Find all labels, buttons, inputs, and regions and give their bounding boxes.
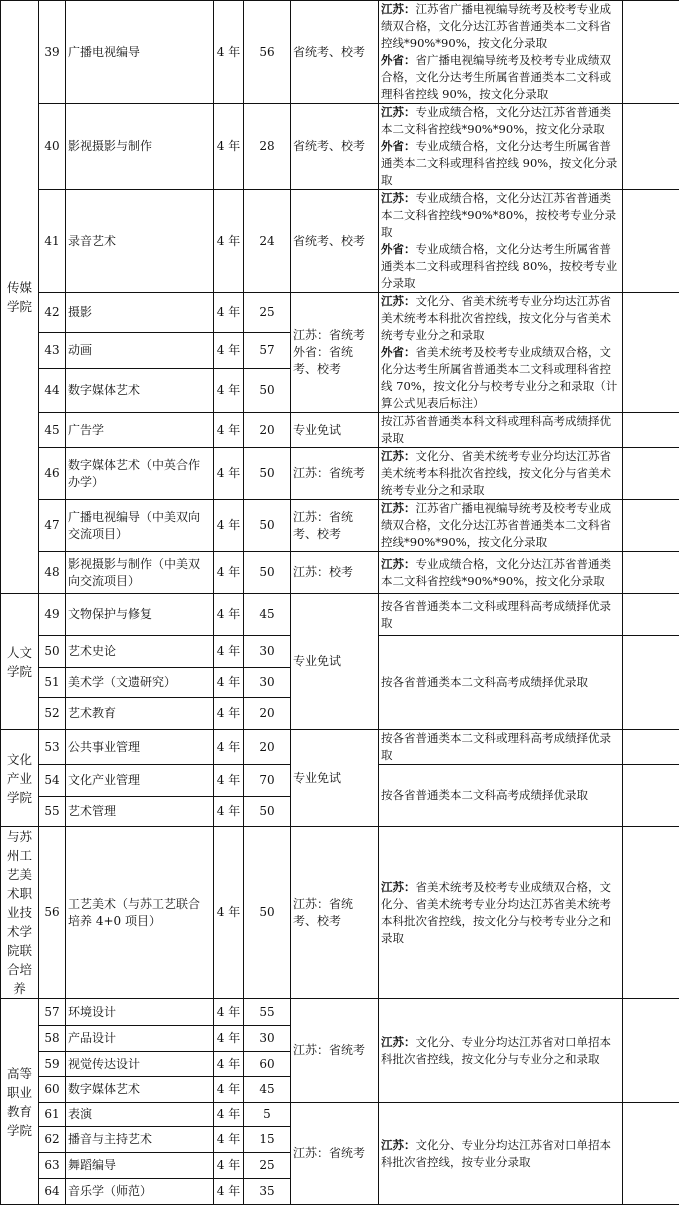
exam-type: 江苏：省统考、校考: [291, 500, 379, 552]
rule-text: 省美术统考及校考专业成绩双合格，文化分达考生所属省普通类本二文科或理科省控线 70%，按文化分与校考专业分之和录取（计算公式见表后标注）: [381, 345, 617, 410]
major-name: 广播电视编导: [66, 1, 214, 104]
major-number: 46: [39, 448, 66, 500]
table-row: [1, 827, 679, 999]
enrollment-count: 56: [244, 1, 291, 104]
major-name: 数字媒体艺术: [66, 368, 214, 412]
major-number: 39: [39, 1, 66, 104]
major-name: 艺术史论: [66, 636, 214, 668]
exam-type: 江苏：省统考: [291, 1103, 379, 1205]
major-number: 57: [39, 999, 66, 1026]
major-name: 数字媒体艺术（中英合作办学）: [66, 448, 214, 500]
rule-paragraph: [381, 556, 620, 590]
remarks-cell: [623, 827, 679, 999]
major-number: 63: [39, 1153, 66, 1179]
exam-type: 江苏：省统考: [291, 448, 379, 500]
admission-rule: [379, 190, 623, 293]
enrollment-count: 15: [244, 1127, 291, 1153]
major-number: 47: [39, 500, 66, 552]
major-number: 43: [39, 333, 66, 369]
major-number: 59: [39, 1052, 66, 1077]
duration: 4 年: [214, 730, 244, 765]
admission-rule: [379, 730, 623, 765]
major-name: 广播电视编导（中美双向交流项目）: [66, 500, 214, 552]
duration: 4 年: [214, 413, 244, 448]
table-row: [1, 730, 679, 765]
exam-type: 江苏：省统考 外省：省统考、校考: [291, 293, 379, 413]
exam-type: 江苏：校考: [291, 552, 379, 594]
major-name: 环境设计: [66, 999, 214, 1026]
major-name: 数字媒体艺术: [66, 1077, 214, 1103]
rule-paragraph: [381, 1034, 620, 1068]
rule-text: 按各省普通类本二文科高考成绩择优录取: [381, 788, 588, 802]
major-name: 录音艺术: [66, 190, 214, 293]
region-label: 外省：: [381, 139, 416, 153]
major-name: 音乐学（师范）: [66, 1179, 214, 1205]
region-label: 外省：: [381, 242, 416, 256]
table-row: [1, 999, 679, 1026]
major-number: 52: [39, 698, 66, 730]
rule-text: 专业成绩合格，文化分达江苏省普通类本二文科省控线*90%*80%，按校考专业分录取: [381, 191, 616, 239]
major-number: 42: [39, 293, 66, 333]
duration: 4 年: [214, 333, 244, 369]
admission-rule: [379, 500, 623, 552]
rule-paragraph: [381, 598, 620, 632]
major-name: 文物保护与修复: [66, 594, 214, 636]
duration: 4 年: [214, 765, 244, 797]
enrollment-count: 25: [244, 1153, 291, 1179]
major-number: 48: [39, 552, 66, 594]
major-name: 艺术管理: [66, 797, 214, 827]
exam-type: 专业免试: [291, 594, 379, 730]
table-row: [1, 190, 679, 293]
major-number: 55: [39, 797, 66, 827]
table-row: [1, 500, 679, 552]
rule-text: 文化分、专业分均达江苏省对口单招本科批次省控线，按专业分录取: [381, 1138, 611, 1169]
rule-paragraph: [381, 52, 620, 103]
major-number: 49: [39, 594, 66, 636]
duration: 4 年: [214, 1077, 244, 1103]
college-name: 传媒学院: [1, 1, 39, 594]
remarks-cell: [623, 293, 679, 413]
college-name: 高等职业教育学院: [1, 999, 39, 1205]
admission-rule: [379, 999, 623, 1103]
enrollment-count: 20: [244, 730, 291, 765]
admission-rule: [379, 765, 623, 827]
major-name: 影视摄影与制作: [66, 104, 214, 190]
duration: 4 年: [214, 500, 244, 552]
enrollment-count: 30: [244, 668, 291, 698]
region-label: 江苏：: [381, 557, 416, 571]
exam-type: 江苏：省统考、校考: [291, 827, 379, 999]
duration: 4 年: [214, 636, 244, 668]
admission-rule: [379, 448, 623, 500]
duration: 4 年: [214, 1052, 244, 1077]
enrollment-count: 50: [244, 500, 291, 552]
major-name: 广告学: [66, 413, 214, 448]
table-row: [1, 104, 679, 190]
rule-paragraph: [381, 413, 620, 447]
duration: 4 年: [214, 448, 244, 500]
major-name: 动画: [66, 333, 214, 369]
admission-rule: [379, 636, 623, 730]
rule-text: 专业成绩合格，文化分达江苏省普通类本二文科省控线*90%*90%，按文化分录取: [381, 105, 611, 136]
enrollment-count: 25: [244, 293, 291, 333]
enrollment-count: 50: [244, 552, 291, 594]
region-label: 江苏：: [381, 191, 416, 205]
major-name: 艺术教育: [66, 698, 214, 730]
remarks-cell: [623, 413, 679, 448]
table-row: [1, 413, 679, 448]
duration: 4 年: [214, 827, 244, 999]
enrollment-count: 30: [244, 636, 291, 668]
remarks-cell: [623, 1, 679, 104]
duration: 4 年: [214, 1103, 244, 1127]
rule-text: 省美术统考及校考专业成绩双合格，文化分、省美术统考专业分均达江苏省美术统考本科批次省控线，按文化分与校考专业分之和录取: [381, 880, 611, 945]
major-number: 53: [39, 730, 66, 765]
remarks-cell: [623, 730, 679, 765]
duration: 4 年: [214, 1127, 244, 1153]
region-label: 江苏：: [381, 880, 416, 894]
major-number: 45: [39, 413, 66, 448]
duration: 4 年: [214, 594, 244, 636]
rule-paragraph: [381, 500, 620, 551]
remarks-cell: [623, 190, 679, 293]
rule-text: 文化分、省美术统考专业分均达江苏省美术统考本科批次省控线，按文化分与省美术统考专业分之和录取: [381, 294, 611, 342]
duration: 4 年: [214, 698, 244, 730]
major-number: 41: [39, 190, 66, 293]
exam-type: 专业免试: [291, 730, 379, 827]
region-label: 江苏：: [381, 449, 416, 463]
remarks-cell: [623, 636, 679, 730]
duration: 4 年: [214, 104, 244, 190]
major-name: 播音与主持艺术: [66, 1127, 214, 1153]
duration: 4 年: [214, 1179, 244, 1205]
enrollment-count: 50: [244, 368, 291, 412]
duration: 4 年: [214, 368, 244, 412]
enrollment-count: 45: [244, 594, 291, 636]
enrollment-count: 57: [244, 333, 291, 369]
rule-paragraph: [381, 1137, 620, 1171]
duration: 4 年: [214, 797, 244, 827]
remarks-cell: [623, 104, 679, 190]
rule-paragraph: [381, 344, 620, 412]
enrollment-count: 45: [244, 1077, 291, 1103]
admission-rule: [379, 594, 623, 636]
major-number: 62: [39, 1127, 66, 1153]
exam-type: 省统考、校考: [291, 104, 379, 190]
rule-text: 文化分、省美术统考专业分均达江苏省美术统考本科批次省控线，按文化分与省美术统考专业分之和录取: [381, 449, 611, 497]
duration: 4 年: [214, 668, 244, 698]
duration: 4 年: [214, 190, 244, 293]
rule-text: 专业成绩合格，文化分达江苏省普通类本二文科省控线*90%*90%，按文化分录取: [381, 557, 611, 588]
rule-paragraph: [381, 674, 620, 691]
rule-paragraph: [381, 104, 620, 138]
table-row: [1, 1103, 679, 1127]
rule-text: 专业成绩合格，文化分达考生所属省普通类本二文科或理科省控线 90%，按文化分录取: [381, 139, 617, 187]
rule-paragraph: [381, 138, 620, 189]
remarks-cell: [623, 1103, 679, 1205]
rule-text: 江苏省广播电视编导统考及校考专业成绩双合格，文化分达江苏省普通类本二文科省控线*90%*90%，按文化分录取: [381, 2, 611, 50]
college-name: 人文学院: [1, 594, 39, 730]
region-label: 江苏：: [381, 294, 416, 308]
major-number: 60: [39, 1077, 66, 1103]
major-number: 56: [39, 827, 66, 999]
enrollment-count: 20: [244, 413, 291, 448]
remarks-cell: [623, 999, 679, 1103]
table-row: [1, 1, 679, 104]
region-label: 江苏：: [381, 2, 416, 16]
table-row: [1, 552, 679, 594]
rule-paragraph: [381, 1, 620, 52]
major-name: 文化产业管理: [66, 765, 214, 797]
remarks-cell: [623, 765, 679, 827]
major-number: 61: [39, 1103, 66, 1127]
major-number: 50: [39, 636, 66, 668]
major-name: 产品设计: [66, 1026, 214, 1052]
admission-rule: [379, 827, 623, 999]
college-name: 与苏州工艺美术职业技术学院联合培养: [1, 827, 39, 999]
rule-text: 按各省普通类本二文科或理科高考成绩择优录取: [381, 731, 611, 762]
rule-paragraph: [381, 241, 620, 292]
region-label: 江苏：: [381, 501, 416, 515]
enrollment-count: 50: [244, 797, 291, 827]
duration: 4 年: [214, 552, 244, 594]
rule-paragraph: [381, 787, 620, 804]
major-name: 公共事业管理: [66, 730, 214, 765]
rule-text: 江苏省广播电视编导统考及校考专业成绩双合格，文化分达江苏省普通类本二文科省控线*90%*90%，按文化分录取: [381, 501, 611, 549]
rule-text: 省广播电视编导统考及校考专业成绩双合格，文化分达考生所属省普通类本二文科或理科省控线 90%，按文化分录取: [381, 53, 611, 101]
duration: 4 年: [214, 1, 244, 104]
admission-rule: [379, 293, 623, 413]
table-row: [1, 448, 679, 500]
rule-text: 按各省普通类本二文科高考成绩择优录取: [381, 675, 588, 689]
major-number: 64: [39, 1179, 66, 1205]
remarks-cell: [623, 500, 679, 552]
rule-text: 按江苏省普通类本科文科或理科高考成绩择优录取: [381, 414, 611, 445]
exam-type: 专业免试: [291, 413, 379, 448]
major-name: 美术学（文遗研究）: [66, 668, 214, 698]
rule-paragraph: [381, 293, 620, 344]
remarks-cell: [623, 594, 679, 636]
rule-text: 专业成绩合格，文化分达考生所属省普通类本二文科或理科省控线 80%，按校考专业分录取: [381, 242, 617, 290]
region-label: 外省：: [381, 53, 416, 67]
enrollment-count: 50: [244, 827, 291, 999]
region-label: 江苏：: [381, 1035, 416, 1049]
enrollment-count: 55: [244, 999, 291, 1026]
major-name: 工艺美术（与苏工艺联合培养 4+0 项目）: [66, 827, 214, 999]
region-label: 外省：: [381, 345, 416, 359]
major-number: 44: [39, 368, 66, 412]
enrollment-count: 20: [244, 698, 291, 730]
remarks-cell: [623, 448, 679, 500]
college-name: 文化产业学院: [1, 730, 39, 827]
major-name: 舞蹈编导: [66, 1153, 214, 1179]
admission-rule: [379, 104, 623, 190]
major-name: 视觉传达设计: [66, 1052, 214, 1077]
rule-paragraph: [381, 448, 620, 499]
duration: 4 年: [214, 999, 244, 1026]
rule-paragraph: [381, 190, 620, 241]
region-label: 江苏：: [381, 105, 416, 119]
enrollment-count: 24: [244, 190, 291, 293]
major-number: 51: [39, 668, 66, 698]
rule-paragraph: [381, 730, 620, 764]
rule-text: 按各省普通类本二文科或理科高考成绩择优录取: [381, 599, 611, 630]
major-number: 58: [39, 1026, 66, 1052]
major-name: 摄影: [66, 293, 214, 333]
admission-rule: [379, 1, 623, 104]
admission-rule: [379, 552, 623, 594]
remarks-cell: [623, 552, 679, 594]
major-name: 表演: [66, 1103, 214, 1127]
duration: 4 年: [214, 293, 244, 333]
rule-text: 文化分、专业分均达江苏省对口单招本科批次省控线，按文化分与专业分之和录取: [381, 1035, 611, 1066]
enrollment-count: 28: [244, 104, 291, 190]
enrollment-count: 70: [244, 765, 291, 797]
exam-type: 省统考、校考: [291, 1, 379, 104]
admission-rule: [379, 413, 623, 448]
table-row: [1, 594, 679, 636]
enrollment-count: 5: [244, 1103, 291, 1127]
region-label: 江苏：: [381, 1138, 416, 1152]
table-row: [1, 293, 679, 333]
major-name: 影视摄影与制作（中美双向交流项目）: [66, 552, 214, 594]
major-number: 54: [39, 765, 66, 797]
enrollment-count: 60: [244, 1052, 291, 1077]
admission-rule: [379, 1103, 623, 1205]
exam-type: 江苏：省统考: [291, 999, 379, 1103]
major-number: 40: [39, 104, 66, 190]
enrollment-count: 35: [244, 1179, 291, 1205]
enrollment-count: 30: [244, 1026, 291, 1052]
duration: 4 年: [214, 1153, 244, 1179]
exam-type: 省统考、校考: [291, 190, 379, 293]
enrollment-count: 50: [244, 448, 291, 500]
duration: 4 年: [214, 1026, 244, 1052]
rule-paragraph: [381, 879, 620, 947]
